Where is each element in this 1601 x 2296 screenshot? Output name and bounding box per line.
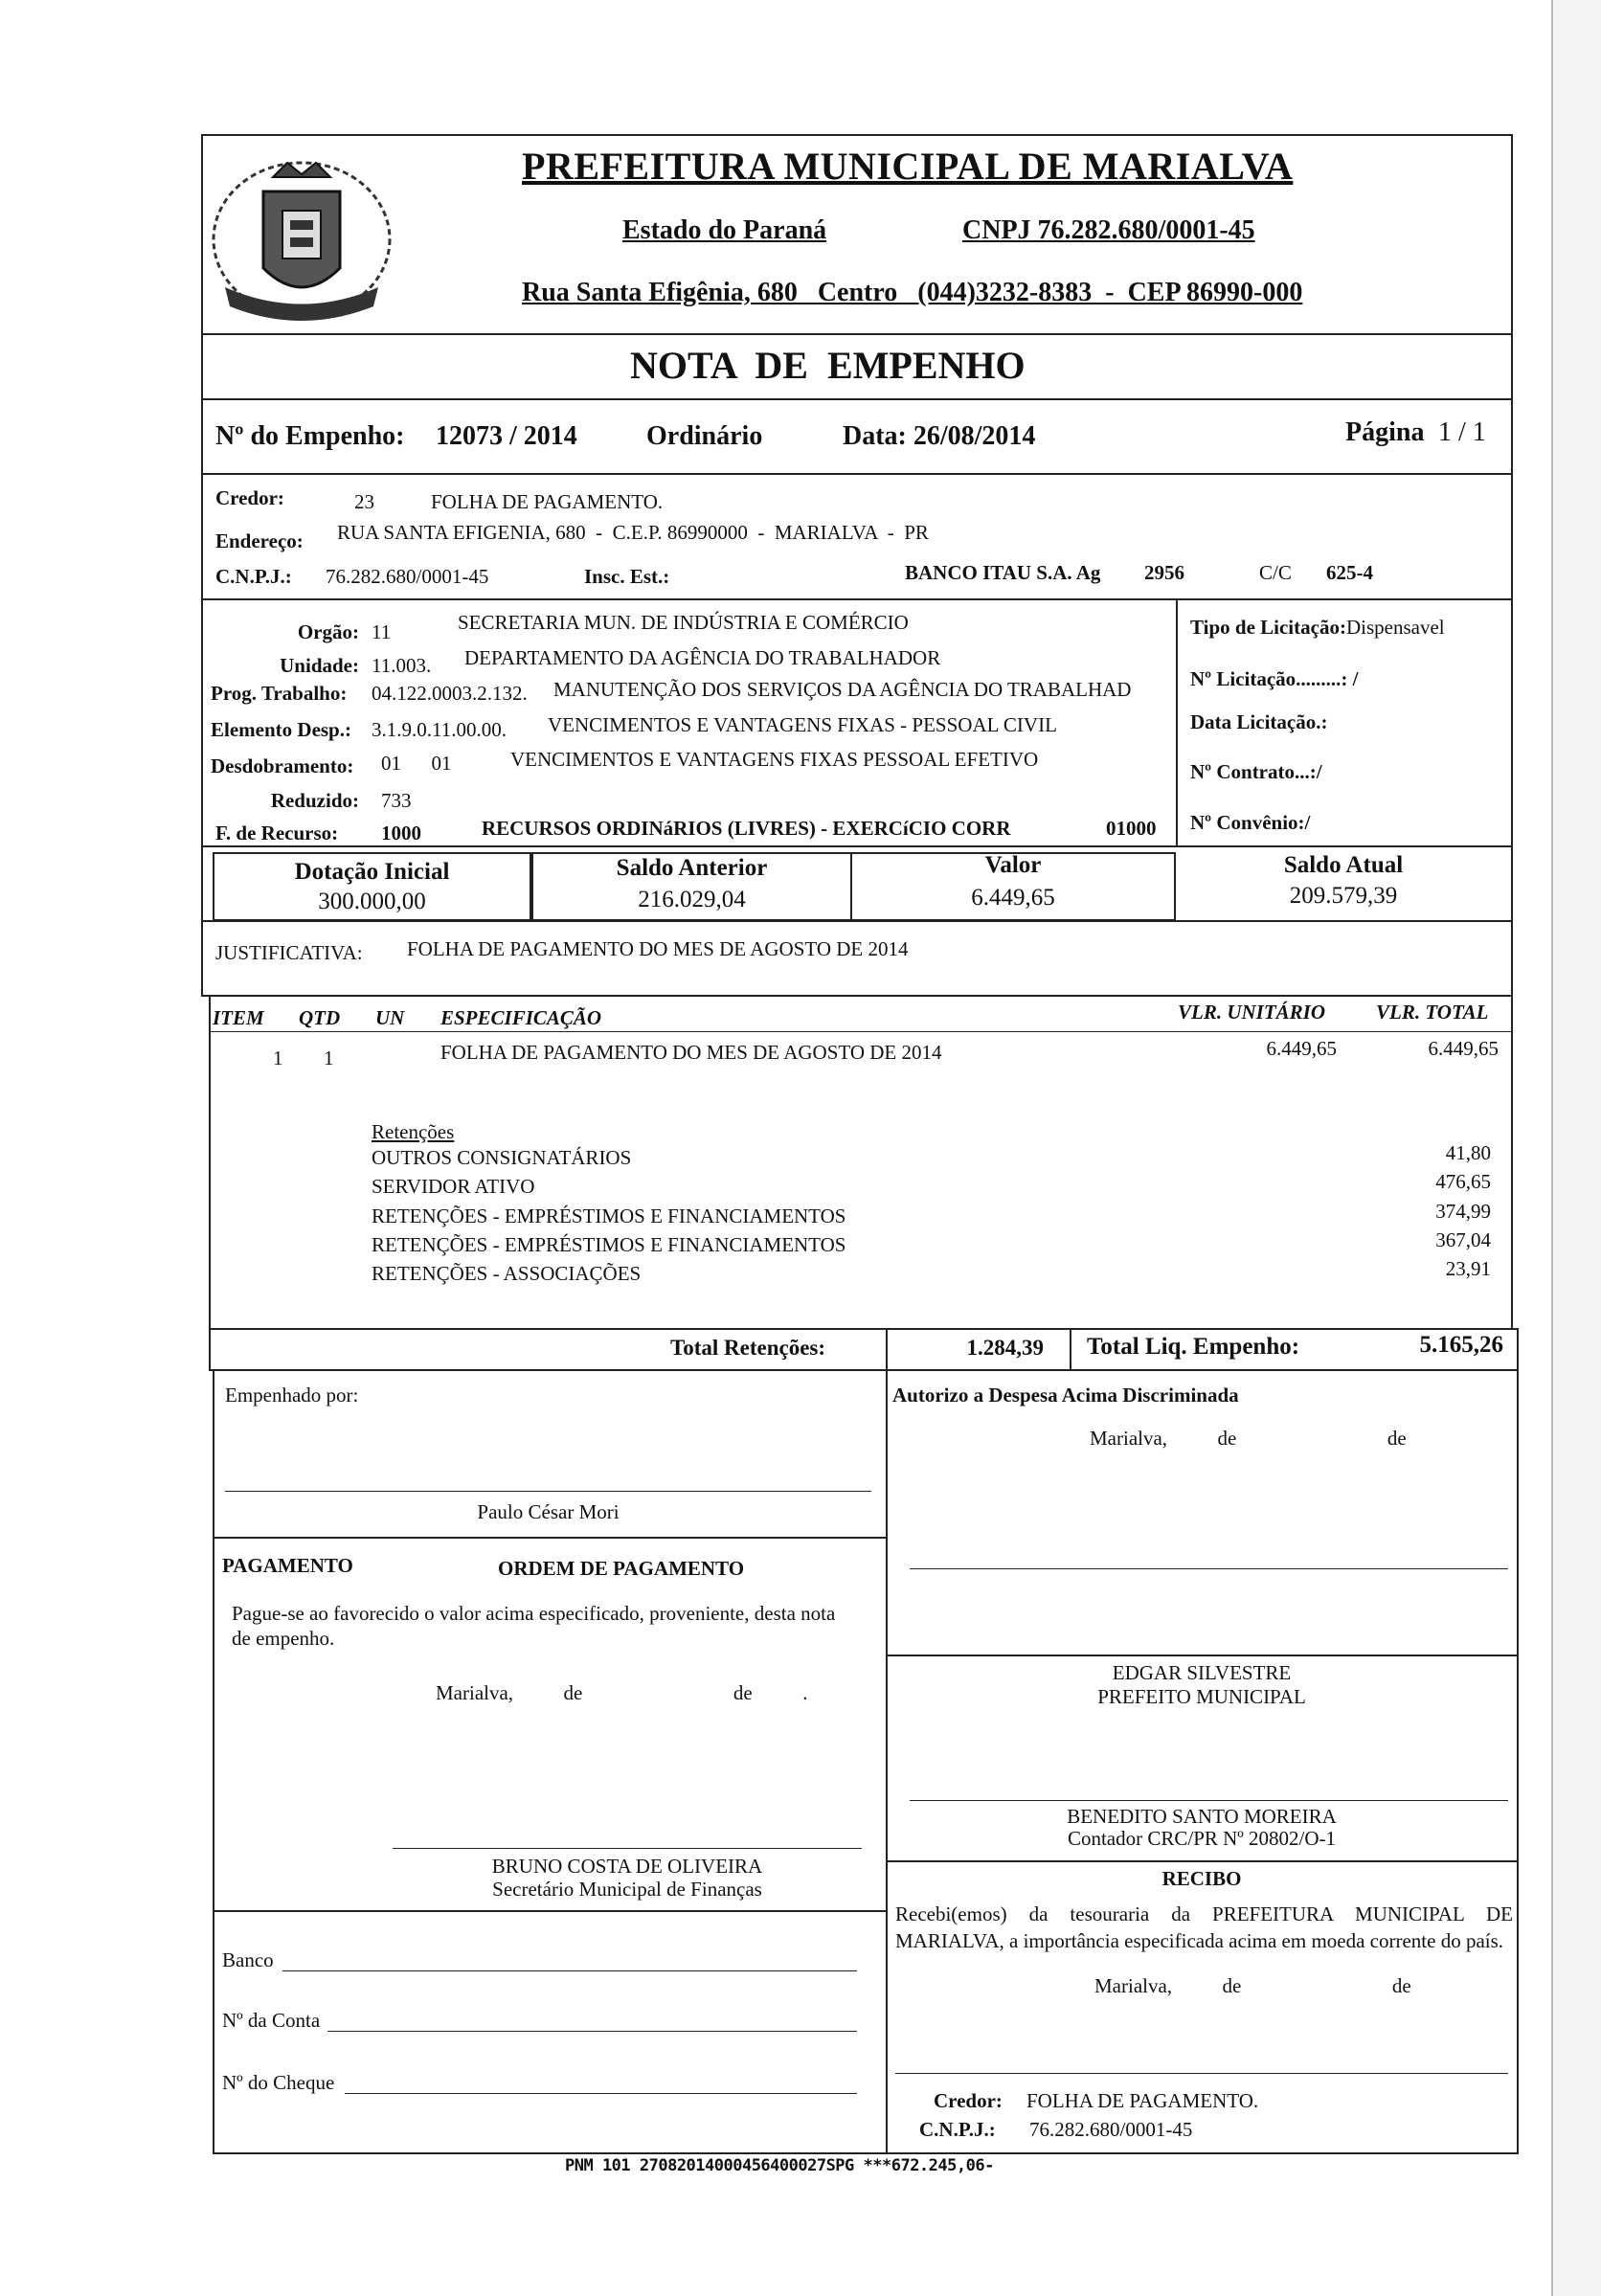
header-state: Estado do Paraná [622,215,827,245]
retencao-val: 367,04 [1435,1228,1491,1251]
orgao-desc: SECRETARIA MUN. DE INDÚSTRIA E COMÉRCIO [458,611,909,634]
retencao-val: 23,91 [1445,1257,1491,1280]
recurso-desc: RECURSOS ORDINáRIOS (LIVRES) - EXERCíCIO CORR [482,817,1011,840]
orgao-label: Orgão: [297,620,359,643]
reduzido-value: 733 [381,789,412,812]
cnpj-value: 76.282.680/0001-45 [326,565,489,588]
lower-divider [886,1369,888,2154]
orgao-code: 11 [372,620,392,643]
recurso-num: 01000 [1106,817,1157,840]
pagamento-title: PAGAMENTO [222,1554,353,1577]
saldo-atual-value: 209.579,39 [1289,883,1398,909]
elemento-code: 3.1.9.0.11.00.00. [372,718,507,741]
desdobramento-desc: VENCIMENTOS E VANTAGENS FIXAS PESSOAL EFETIVO [510,748,1039,771]
recibo-cnpj-value: 76.282.680/0001-45 [1029,2118,1193,2141]
dotacao-divider [1176,598,1178,847]
item-row-unit: 6.449,65 [1266,1037,1337,1060]
licitacao-convenio: Nº Convênio:/ [1190,811,1311,834]
endereco-value: RUA SANTA EFIGENIA, 680 - C.E.P. 86990000 - MARIALVA - PR [337,521,929,544]
dotacao-inicial-value: 300.000,00 [318,889,426,914]
endereco-label: Endereço: [215,529,304,552]
retencao-val: 476,65 [1435,1170,1491,1193]
banco-input-line[interactable] [282,1970,857,1971]
ordem-title: ORDEM DE PAGAMENTO [498,1557,745,1580]
header-title: PREFEITURA MUNICIPAL DE MARIALVA [522,145,1294,188]
elemento-desc: VENCIMENTOS E VANTAGENS FIXAS - PESSOAL CIVIL [548,713,1057,736]
municipal-seal [206,153,397,335]
reduzido-label: Reduzido: [270,789,359,812]
empenho-label: Nº do Empenho: [215,421,405,451]
total-retencoes-value: 1.284,39 [966,1336,1044,1360]
recurso-code: 1000 [381,822,421,844]
conta-input-line[interactable] [327,2031,857,2032]
saldo-anterior-label: Saldo Anterior [616,855,768,881]
recibo-signature-line [895,2073,1508,2074]
licitacao-tipo-value: Dispensavel [1345,616,1445,639]
licitacao-tipo-text: Tipo de Licitação: [1190,616,1346,639]
page-number: 1 / 1 [1438,417,1486,447]
empenhado-signature-line [225,1491,871,1492]
licitacao-tipo-label [1190,616,1445,640]
valor-value: 6.449,65 [971,885,1055,911]
cheque-input-line[interactable] [345,2093,857,2094]
banco-top-rule [213,1910,886,1912]
totais-box [209,1328,1519,1371]
empenho-date: Data: 26/08/2014 [843,421,1036,451]
cheque-label: Nº do Cheque [222,2071,335,2094]
saldo-anterior-value: 216.029,04 [638,887,746,912]
recibo-text: Recebi(emos) da tesouraria da PREFEITURA MUNICIPAL DE MARIALVA, a importância especificada acima em moeda corrente do país. [895,1902,1513,1953]
totais-divider-1 [886,1328,888,1371]
credor-code: 23 [354,490,374,513]
conta-label: Nº da Conta [222,2009,321,2032]
recurso-label: F. de Recurso: [215,822,339,844]
secretario-signature-line [393,1848,862,1849]
footer-code: PNM 101 27082014000456400027SPG ***672.245,06- [565,2156,994,2175]
empenhado-nome: Paulo César Mori [477,1500,620,1523]
totais-divider-2 [1070,1328,1071,1371]
pague-text: Pague-se ao favorecido o valor acima especificado, proveniente, desta nota de empenho. [232,1602,836,1651]
prog-code: 04.122.0003.2.132. [372,682,528,705]
cc-value: 625-4 [1326,561,1373,584]
empenhado-por-label: Empenhado por: [225,1384,359,1407]
secretario-cargo: Secretário Municipal de Finanças [492,1878,762,1901]
retencao-desc: RETENÇÕES - EMPRÉSTIMOS E FINANCIAMENTOS [372,1233,846,1256]
item-row-item: 1 [273,1047,283,1069]
elemento-label: Elemento Desp.: [211,718,351,741]
prog-label: Prog. Trabalho: [211,682,348,705]
contador-signature-line [910,1800,1508,1801]
unidade-label: Unidade: [280,654,359,677]
retencao-desc: RETENÇÕES - ASSOCIAÇÕES [372,1262,642,1285]
col-spec: ESPECIFICAÇÃO [440,1006,602,1029]
retencao-val: 374,99 [1435,1200,1491,1223]
recibo-credor-label: Credor: [934,2089,1003,2112]
total-liquido-label: Total Liq. Empenho: [1087,1334,1300,1360]
licitacao-contrato: Nº Contrato...:/ [1190,760,1322,783]
empenho-type: Ordinário [646,421,763,451]
prefeito-cargo: PREFEITO MUNICIPAL [1097,1685,1306,1708]
retencao-desc: RETENÇÕES - EMPRÉSTIMOS E FINANCIAMENTOS [372,1204,846,1227]
retencoes-title: Retenções [372,1120,455,1143]
prog-desc: MANUTENÇÃO DOS SERVIÇOS DA AGÊNCIA DO TRABALHAD [553,678,1132,701]
local-data-pagamento: Marialva, de de . [436,1681,808,1704]
desdobramento-code: 01 01 [381,752,452,775]
prefeito-nome: EDGAR SILVESTRE [1112,1661,1292,1684]
recibo-credor-value: FOLHA DE PAGAMENTO. [1026,2089,1259,2112]
credor-name: FOLHA DE PAGAMENTO. [431,490,664,513]
prefeito-top-rule [886,1654,1519,1656]
pagamento-top-rule [213,1537,886,1539]
recibo-title: RECIBO [1161,1867,1242,1890]
dotacao-inicial-label: Dotação Inicial [294,859,450,885]
item-row-qtd: 1 [324,1047,334,1069]
licitacao-numero: Nº Licitação.........: / [1190,667,1359,690]
autorizo-text: Autorizo a Despesa Acima Discriminada [892,1384,1239,1407]
cc-label: C/C [1259,561,1292,584]
header-address: Rua Santa Efigênia, 680 Centro (044)3232-8383 - CEP 86990-000 [522,278,1303,307]
local-data-autorizo: Marialva, de de [1090,1427,1407,1450]
licitacao-data: Data Licitação.: [1190,710,1328,733]
credor-label: Credor: [215,486,284,509]
lower-box [213,1369,1519,2154]
page-label: Página [1345,417,1425,447]
insc-label: Insc. Est.: [584,565,670,588]
total-retencoes-label: Total Retenções: [670,1336,826,1360]
justificativa-label: JUSTIFICATIVA: [215,941,363,964]
secretario-nome: BRUNO COSTA DE OLIVEIRA [491,1855,763,1878]
header-cnpj: CNPJ 76.282.680/0001-45 [962,215,1255,245]
valor-label: Valor [984,852,1042,878]
unidade-code: 11.003. [372,654,432,677]
justificativa-text: FOLHA DE PAGAMENTO DO MES DE AGOSTO DE 2014 [407,937,909,960]
page-edge [1551,0,1601,2296]
col-total: VLR. TOTAL [1376,1001,1489,1024]
cnpj-label: C.N.P.J.: [215,565,292,588]
banco-label: Banco [222,1948,274,1971]
local-data-recibo: Marialva, de de [1094,1974,1411,1997]
banco-name: BANCO ITAU S.A. Ag [905,561,1101,584]
recibo-top-rule [886,1860,1519,1862]
desdobramento-label: Desdobramento: [211,754,354,777]
saldo-atual-label: Saldo Atual [1283,852,1404,878]
col-un: UN [375,1006,405,1029]
contador-nome: BENEDITO SANTO MOREIRA [1067,1805,1337,1828]
col-item: ITEM [213,1006,264,1029]
empenho-number: 12073 / 2014 [436,421,577,451]
col-unit: VLR. UNITÁRIO [1178,1001,1326,1024]
retencao-desc: OUTROS CONSIGNATÁRIOS [372,1146,632,1169]
autorizo-signature-line [910,1568,1508,1569]
recibo-cnpj-label: C.N.P.J.: [919,2118,996,2141]
doc-title: NOTA DE EMPENHO [630,344,1026,387]
total-liquido-value: 5.165,26 [1419,1332,1503,1358]
retencao-val: 41,80 [1445,1141,1491,1164]
items-header-rule [209,1031,1513,1032]
retencao-desc: SERVIDOR ATIVO [372,1175,535,1198]
col-qtd: QTD [299,1006,341,1029]
item-row-spec: FOLHA DE PAGAMENTO DO MES DE AGOSTO DE 2014 [440,1041,942,1064]
unidade-desc: DEPARTAMENTO DA AGÊNCIA DO TRABALHADOR [464,646,941,669]
item-row-total: 6.449,65 [1428,1037,1499,1060]
banco-agencia: 2956 [1144,561,1184,584]
contador-cargo: Contador CRC/PR Nº 20802/O-1 [1067,1827,1337,1850]
